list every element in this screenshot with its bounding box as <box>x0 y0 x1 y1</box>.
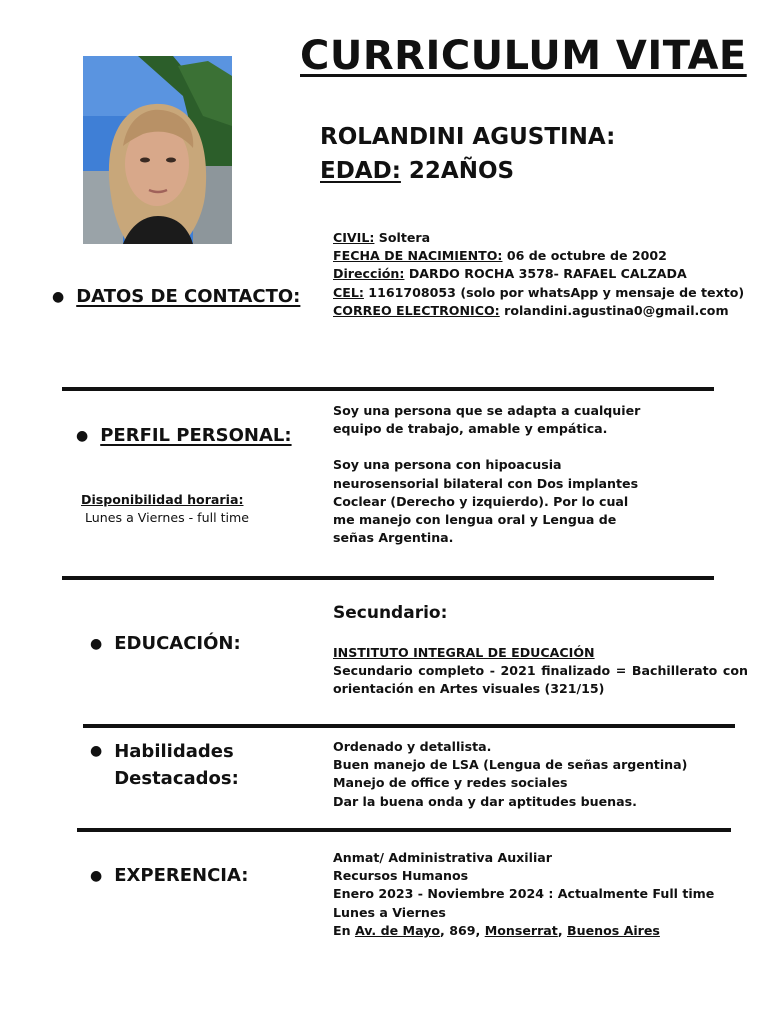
experience-heading-text: EXPERENCIA: <box>114 865 249 886</box>
civil-row <box>333 229 744 247</box>
city-link[interactable]: Buenos Aires <box>567 922 660 938</box>
portrait-image <box>83 56 232 244</box>
civil-label: CIVIL: <box>333 230 375 245</box>
birth-label: FECHA DE NACIMIENTO: <box>333 248 503 264</box>
neighborhood-link[interactable]: Monserrat <box>484 922 558 938</box>
bullet-icon: ● <box>52 288 65 305</box>
profile-paragraph-1: Soy una persona que se adapta a cualquier equipo de trabajo, amable y empática. <box>333 403 641 437</box>
section-divider <box>62 576 714 580</box>
skill-item: Dar la buena onda y dar aptitudes buenas. <box>333 793 637 809</box>
skills-heading <box>90 738 239 792</box>
birth-row <box>333 247 744 265</box>
street-link[interactable]: Av. de Mayo <box>354 922 441 938</box>
phone-row <box>333 284 744 302</box>
skill-item: Manejo de office y redes sociales <box>333 775 568 791</box>
age-label: EDAD: <box>320 158 401 184</box>
email-value: rolandini.agustina0@gmail.com <box>499 302 729 318</box>
location-prefix: En <box>333 922 355 938</box>
skill-item: Ordenado y detallista. <box>333 739 492 754</box>
candidate-age <box>320 158 514 184</box>
location-separator: , <box>557 922 567 938</box>
skills-list <box>333 738 687 811</box>
civil-value: Soltera <box>374 230 431 245</box>
education-heading <box>90 633 241 654</box>
experience-role: Anmat/ Administrativa Auxiliar <box>333 850 552 865</box>
skills-heading-line-2: Destacados: <box>114 768 239 789</box>
street-number: , 869, <box>440 922 485 938</box>
address-value: DARDO ROCHA 3578- RAFAEL CALZADA <box>404 266 687 282</box>
profile-paragraph-2: Soy una persona con hipoacusia neurosensorial bilateral con Dos implantes Coclear (Derecho y izquierdo). Por lo cual me manejo con lengua oral y Lengua de señas Argentina. <box>333 457 639 546</box>
section-divider <box>83 724 735 728</box>
birth-value: 06 de octubre de 2002 <box>502 248 667 264</box>
skills-heading-line-1: Habilidades <box>114 741 234 762</box>
email-label: CORREO ELECTRONICO: <box>333 302 500 318</box>
experience-heading <box>90 865 248 886</box>
address-row <box>333 265 744 283</box>
bullet-icon: ● <box>90 743 103 759</box>
education-detail: Secundario completo - 2021 finalizado = Bachillerato con orientación en Artes visuales (321/15) <box>333 663 748 697</box>
bullet-icon: ● <box>90 867 103 884</box>
address-label: Dirección: <box>333 266 405 282</box>
education-heading-text: EDUCACIÓN: <box>114 633 241 654</box>
education-institution: INSTITUTO INTEGRAL DE EDUCACIÓN <box>333 645 595 660</box>
education-level: Secundario: <box>333 603 448 623</box>
contact-heading-text: DATOS DE CONTACTO: <box>76 286 301 307</box>
skill-item: Buen manejo de LSA (Lengua de señas argentina) <box>333 757 688 773</box>
contact-details <box>333 229 744 320</box>
phone-value: 1161708053 (solo por whatsApp y mensaje de texto) <box>363 284 745 300</box>
email-row <box>333 302 744 320</box>
bullet-icon: ● <box>76 427 89 444</box>
experience-details <box>333 849 753 940</box>
section-divider <box>77 828 731 832</box>
availability-label: Disponibilidad horaria: <box>81 492 244 507</box>
availability-value: Lunes a Viernes - full time <box>85 510 250 525</box>
profile-photo <box>83 56 232 244</box>
education-details <box>333 644 748 699</box>
profile-text <box>333 402 648 547</box>
age-value: 22AÑOS <box>400 158 515 184</box>
page-title: CURRICULUM VITAE <box>300 33 747 79</box>
experience-location <box>333 922 753 940</box>
profile-heading <box>76 425 292 446</box>
experience-period: Enero 2023 - Noviembre 2024 : Actualmente Full time Lunes a Viernes <box>333 886 715 920</box>
bullet-icon: ● <box>90 635 103 652</box>
section-divider <box>62 387 714 391</box>
phone-label: CEL: <box>333 284 364 300</box>
experience-area: Recursos Humanos <box>333 868 469 884</box>
candidate-name: ROLANDINI AGUSTINA: <box>320 124 616 150</box>
contact-heading <box>52 286 300 307</box>
profile-heading-text: PERFIL PERSONAL: <box>100 425 292 446</box>
